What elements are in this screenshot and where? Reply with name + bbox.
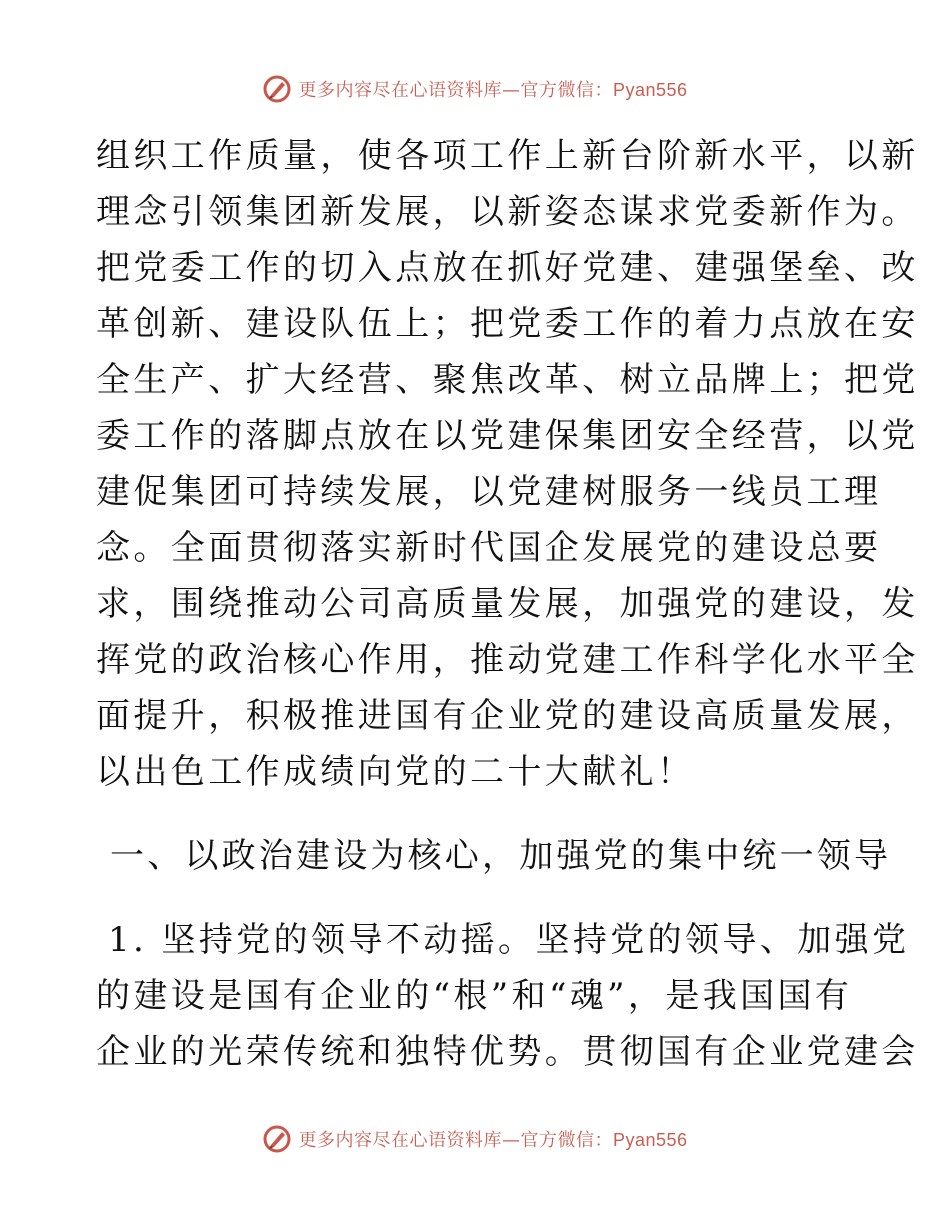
pen-logo-icon <box>262 74 292 104</box>
watermark-text: 更多内容尽在心语资料库—官方微信：Pyan556 <box>298 1130 688 1151</box>
text-line: 全生产、扩大经营、聚焦改革、树立品牌上；把党 <box>96 360 919 400</box>
section-heading: 一、以政治建设为核心，加强党的集中统一领导 <box>110 836 892 876</box>
text-line: 挥党的政治核心作用，推动党建工作科学化水平全 <box>96 640 919 680</box>
text-line: 组织工作质量，使各项工作上新台阶新水平，以新 <box>96 136 919 176</box>
footer-watermark <box>0 1122 950 1156</box>
header-watermark <box>0 72 950 106</box>
text-line: 革创新、建设队伍上；把党委工作的着力点放在安 <box>96 304 919 344</box>
text-line: 面提升，积极推进国有企业党的建设高质量发展， <box>96 696 919 736</box>
text-line: 念。全面贯彻落实新时代国企发展党的建设总要 <box>96 528 882 568</box>
text-line: 委工作的落脚点放在以党建保集团安全经营，以党 <box>96 416 919 456</box>
text-line: 1. 坚持党的领导不动摇。坚持党的领导、加强党 <box>108 920 910 960</box>
text-line: 建促集团可持续发展，以党建树服务一线员工理 <box>96 472 882 512</box>
text-line: 的建设是国有企业的“根”和“魂”，是我国国有 <box>96 976 853 1016</box>
paragraph-continuation <box>96 968 919 1080</box>
text-line: 理念引领集团新发展，以新姿态谋求党委新作为。 <box>96 192 919 232</box>
document-body <box>96 128 919 1080</box>
paragraph <box>96 128 919 800</box>
text-line: 求，围绕推动公司高质量发展，加强党的建设，发 <box>96 584 919 624</box>
pen-logo-icon <box>262 1124 292 1154</box>
text-line: 把党委工作的切入点放在抓好党建、建强堡垒、改 <box>96 248 919 288</box>
watermark-text: 更多内容尽在心语资料库—官方微信：Pyan556 <box>298 80 688 101</box>
text-line: 企业的光荣传统和独特优势。贯彻国有企业党建会 <box>96 1032 919 1072</box>
text-line: 以出色工作成绩向党的二十大献礼！ <box>96 752 695 792</box>
paragraph <box>96 912 910 968</box>
